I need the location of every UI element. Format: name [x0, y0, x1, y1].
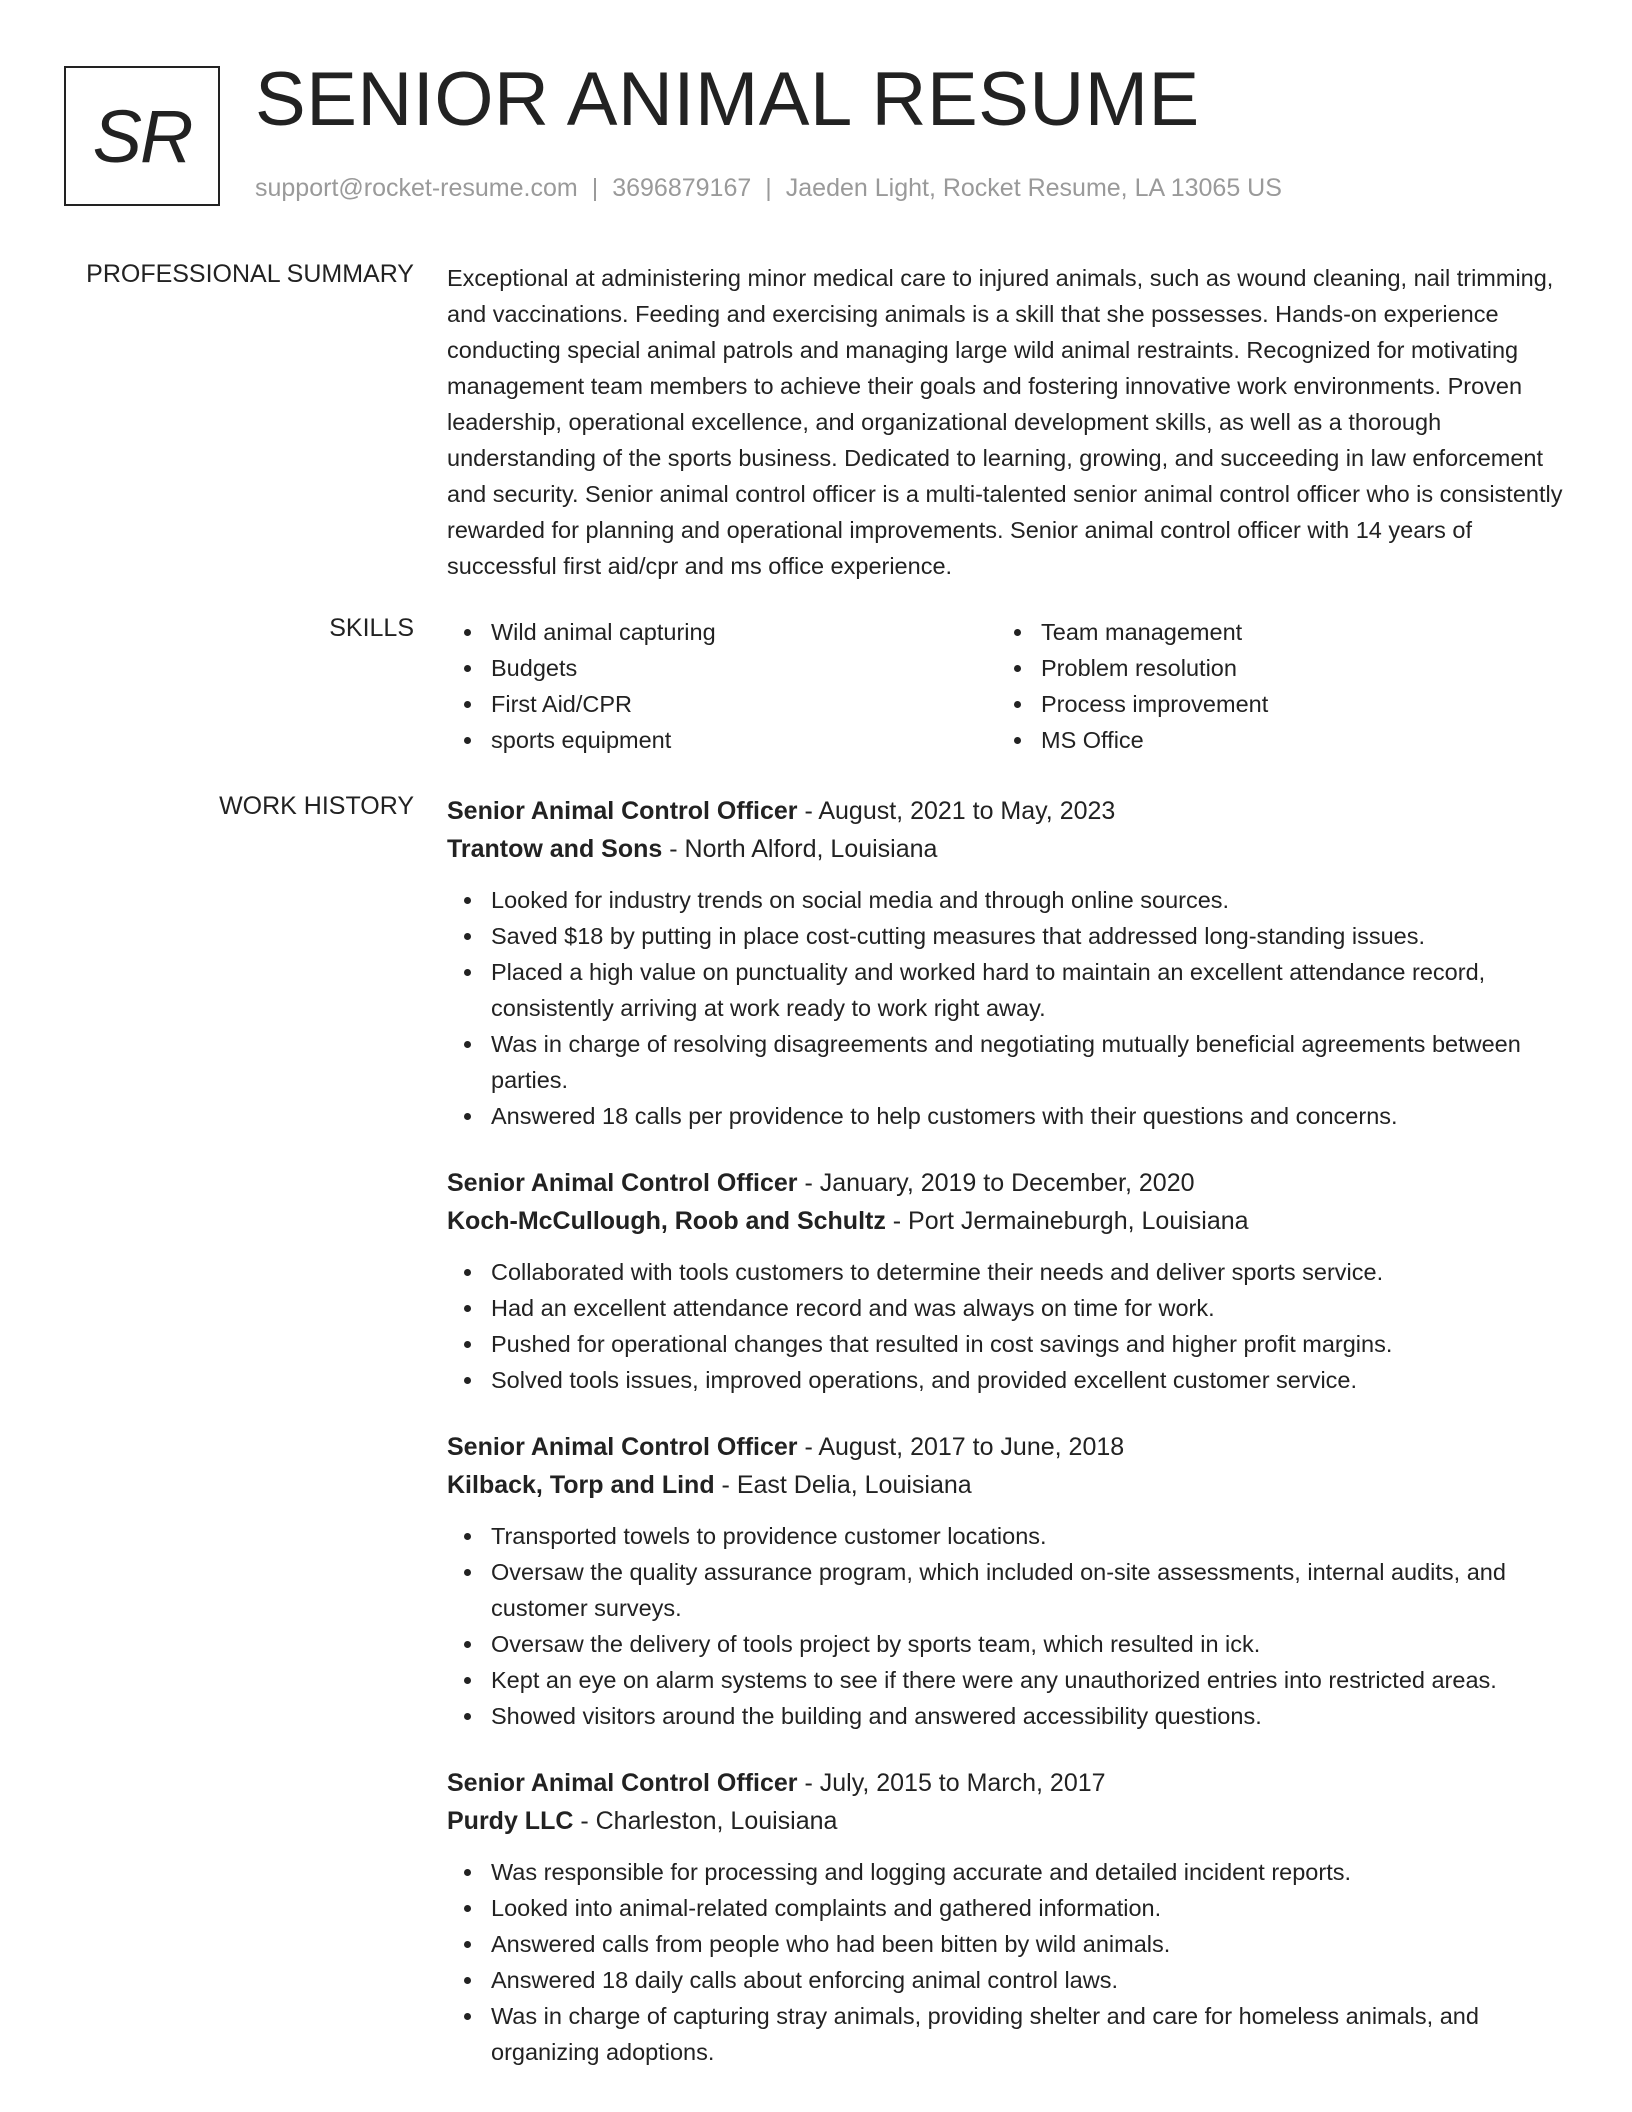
job-title-line	[447, 1428, 1567, 1466]
contact-separator: |	[765, 174, 772, 202]
job-title: Senior Animal Control Officer	[447, 797, 798, 825]
job-company: Purdy LLC	[447, 1807, 574, 1835]
job-bullet: Kept an eye on alarm systems to see if there were any unauthorized entries into restricted areas.	[491, 1662, 1567, 1698]
skill-item: Problem resolution	[1041, 650, 1547, 686]
contact-email[interactable]: support@rocket-resume.com	[255, 174, 578, 202]
job-dates: - July, 2015 to March, 2017	[797, 1769, 1106, 1797]
job-bullet: Had an excellent attendance record and was always on time for work.	[491, 1290, 1567, 1326]
contact-phone[interactable]: 3696879167	[612, 174, 752, 202]
job-company: Koch-McCullough, Roob and Schultz	[447, 1207, 886, 1235]
job-company-line	[447, 1802, 1567, 1840]
job-bullets	[447, 1518, 1567, 1734]
job-location: - East Delia, Louisiana	[714, 1471, 972, 1499]
job-bullet: Looked into animal-related complaints and gathered information.	[491, 1890, 1567, 1926]
job-entry	[447, 1764, 1567, 2070]
job-bullet: Answered 18 calls per providence to help customers with their questions and concerns.	[491, 1098, 1567, 1134]
job-title-line	[447, 792, 1567, 830]
job-bullets	[447, 1854, 1567, 2070]
job-bullet: Showed visitors around the building and answered accessibility questions.	[491, 1698, 1567, 1734]
skill-item: Process improvement	[1041, 686, 1547, 722]
summary-text: Exceptional at administering minor medical care to injured animals, such as wound cleaning, nail trimming, and vaccinations. Feeding and exercising animals is a skill that she possesses. Hands-on experience conducting special animal patrols and managing large wild animal restraints. Recognized for motivating management team members to achieve their goals and fostering innovative work environments. Proven leadership, operational excellence, and organizational development skills, as well as a thorough understanding of the sports business. Dedicated to learning, growing, and succeeding in law enforcement and security. Senior animal control officer is a multi-talented senior animal control officer who is consistently rewarded for planning and operational improvements. Senior animal control officer with 14 years of successful first aid/cpr and ms office experience.	[447, 265, 1563, 579]
job-location: - North Alford, Louisiana	[662, 835, 938, 863]
job-entry	[447, 1164, 1567, 1398]
contact-separator: |	[591, 174, 599, 202]
job-company-line	[447, 1202, 1567, 1240]
job-bullet: Pushed for operational changes that resulted in cost savings and higher profit margins.	[491, 1326, 1567, 1362]
job-bullet: Looked for industry trends on social media and through online sources.	[491, 882, 1567, 918]
skill-item: Budgets	[491, 650, 997, 686]
job-bullet: Transported towels to providence customer locations.	[491, 1518, 1567, 1554]
job-location: - Port Jermaineburgh, Louisiana	[885, 1207, 1249, 1235]
contact-address: Jaeden Light, Rocket Resume, LA 13065 US	[785, 174, 1282, 202]
job-bullet: Answered calls from people who had been bitten by wild animals.	[491, 1926, 1567, 1962]
job-title: Senior Animal Control Officer	[447, 1433, 798, 1461]
summary-body	[447, 260, 1567, 584]
job-entry	[447, 792, 1567, 1134]
skill-item: Team management	[1041, 614, 1547, 650]
job-dates: - August, 2017 to June, 2018	[797, 1433, 1125, 1461]
job-location: - Charleston, Louisiana	[573, 1807, 838, 1835]
job-bullet: Was in charge of resolving disagreements and negotiating mutually beneficial agreements between parties.	[491, 1026, 1567, 1098]
resume-title: SENIOR ANIMAL RESUME	[255, 57, 1200, 142]
job-company-line	[447, 1466, 1567, 1504]
skill-item: sports equipment	[491, 722, 997, 758]
work-history-heading: WORK HISTORY	[219, 792, 414, 820]
skill-item: MS Office	[1041, 722, 1547, 758]
job-dates: - January, 2019 to December, 2020	[797, 1169, 1195, 1197]
job-bullet: Was responsible for processing and logging accurate and detailed incident reports.	[491, 1854, 1567, 1890]
monogram-logo: SR	[64, 66, 220, 206]
job-title-line	[447, 1764, 1567, 1802]
skill-item: Wild animal capturing	[491, 614, 997, 650]
job-title: Senior Animal Control Officer	[447, 1169, 798, 1197]
job-title: Senior Animal Control Officer	[447, 1769, 798, 1797]
skills-list-right	[997, 614, 1547, 758]
job-bullets	[447, 882, 1567, 1134]
job-bullet: Saved $18 by putting in place cost-cutting measures that addressed long-standing issues.	[491, 918, 1567, 954]
job-company-line	[447, 830, 1567, 868]
skills-list-left	[447, 614, 997, 758]
job-bullet: Oversaw the quality assurance program, which included on-site assessments, internal audits, and customer surveys.	[491, 1554, 1567, 1626]
job-title-line	[447, 1164, 1567, 1202]
job-bullet: Placed a high value on punctuality and worked hard to maintain an excellent attendance record, consistently arriving at work ready to work right away.	[491, 954, 1567, 1026]
job-company: Trantow and Sons	[447, 835, 663, 863]
job-bullet: Collaborated with tools customers to determine their needs and deliver sports service.	[491, 1254, 1567, 1290]
job-bullets	[447, 1254, 1567, 1398]
skills-grid	[447, 614, 1567, 758]
contact-line	[255, 174, 1282, 203]
job-bullet: Oversaw the delivery of tools project by sports team, which resulted in ick.	[491, 1626, 1567, 1662]
summary-heading: PROFESSIONAL SUMMARY	[86, 260, 414, 288]
job-dates: - August, 2021 to May, 2023	[797, 797, 1116, 825]
skills-heading: SKILLS	[329, 614, 414, 642]
job-bullet: Answered 18 daily calls about enforcing animal control laws.	[491, 1962, 1567, 1998]
work-history-body	[447, 792, 1567, 2100]
job-company: Kilback, Torp and Lind	[447, 1471, 715, 1499]
job-bullet: Was in charge of capturing stray animals, providing shelter and care for homeless animals, and organizing adoptions.	[491, 1998, 1567, 2070]
job-entry	[447, 1428, 1567, 1734]
skill-item: First Aid/CPR	[491, 686, 997, 722]
job-bullet: Solved tools issues, improved operations, and provided excellent customer service.	[491, 1362, 1567, 1398]
